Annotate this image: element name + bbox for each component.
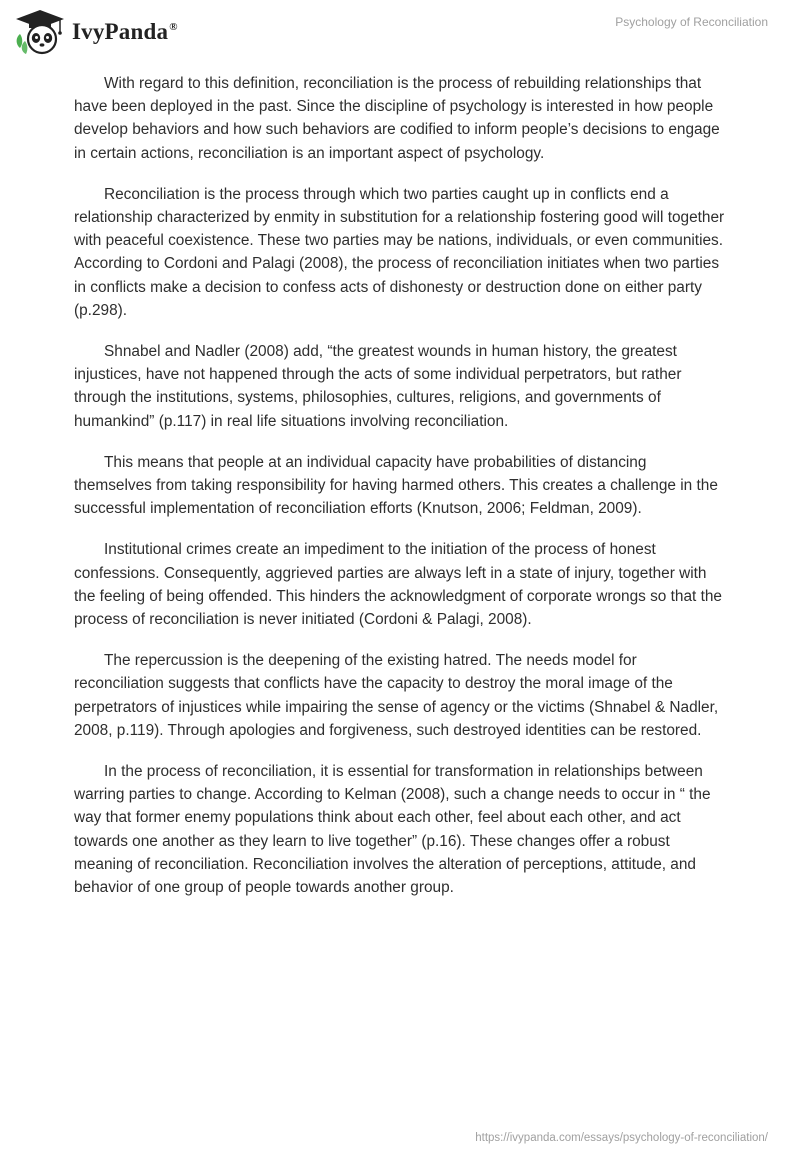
paragraph: Institutional crimes create an impediment to the initiation of the process of honest confessions. Consequently, aggrieved parties are always left in a state of injury, together with the feeling of being offended. This hinders the acknowledgment of corporate wrongs so that the process of reconciliation is never initiated (Cordoni & Palagi, 2008). bbox=[74, 541, 722, 629]
panda-logo-icon bbox=[14, 8, 66, 56]
page-header bbox=[0, 0, 800, 60]
document-title: Psychology of Reconciliation bbox=[615, 15, 768, 29]
paragraph: In the process of reconciliation, it is essential for transformation in relationships between warring parties to change. According to Kelman (2008), such a change needs to occur in “ the way that former enemy populations think about each other, feel about each other, and act towards one another as they learn to live together” (p.16). These changes offer a robust meaning of reconciliation. Reconciliation involves the alteration of perceptions, attitude, and behavior of one group of people towards another group. bbox=[74, 763, 711, 897]
paragraph: Shnabel and Nadler (2008) add, “the greatest wounds in human history, the greatest injustices, have not happened through the acts of some individual perpetrators, but rather through the institutions, systems, philosophies, cultures, religions, and governments of humankind” (p.117) in real life situations involving reconciliation. bbox=[74, 343, 682, 430]
paragraph: This means that people at an individual capacity have probabilities of distancing themselves from taking responsibility for having harmed others. This creates a challenge in the successful implementation of reconciliation efforts (Knutson, 2006; Feldman, 2009). bbox=[74, 453, 718, 518]
paragraph: With regard to this definition, reconciliation is the process of rebuilding relationships that have been deployed in the past. Since the discipline of psychology is interested in how people develop behaviors and how such behaviors are codified to inform people’s decisions to engage in certain actions, reconciliation is an important aspect of psychology. bbox=[74, 75, 720, 162]
paragraph: Reconciliation is the process through which two parties caught up in conflicts end a relationship characterized by enmity in substitution for a relationship fostering good will together with peaceful coexistence. These two parties may be nations, individuals, or even communities. According to Cordoni and Palagi (2008), the process of reconciliation initiates when two parties in conflicts make a decision to confess acts of dishonesty or destruction done on either party (p.298). bbox=[74, 185, 725, 319]
essay-body bbox=[74, 72, 728, 917]
paragraph: The repercussion is the deepening of the existing hatred. The needs model for reconciliation suggests that conflicts have the capacity to destroy the moral image of the perpetrators of injustices while impairing the sense of agency or the victims (Shnabel & Nadler, 2008, p.119). Through apologies and forgiveness, such destroyed identities can be restored. bbox=[74, 652, 719, 739]
brand-name: IvyPanda® bbox=[72, 19, 178, 44]
brand-logo[interactable] bbox=[14, 8, 178, 56]
source-url-link[interactable]: https://ivypanda.com/essays/psychology-of-reconciliation/ bbox=[475, 1132, 768, 1144]
